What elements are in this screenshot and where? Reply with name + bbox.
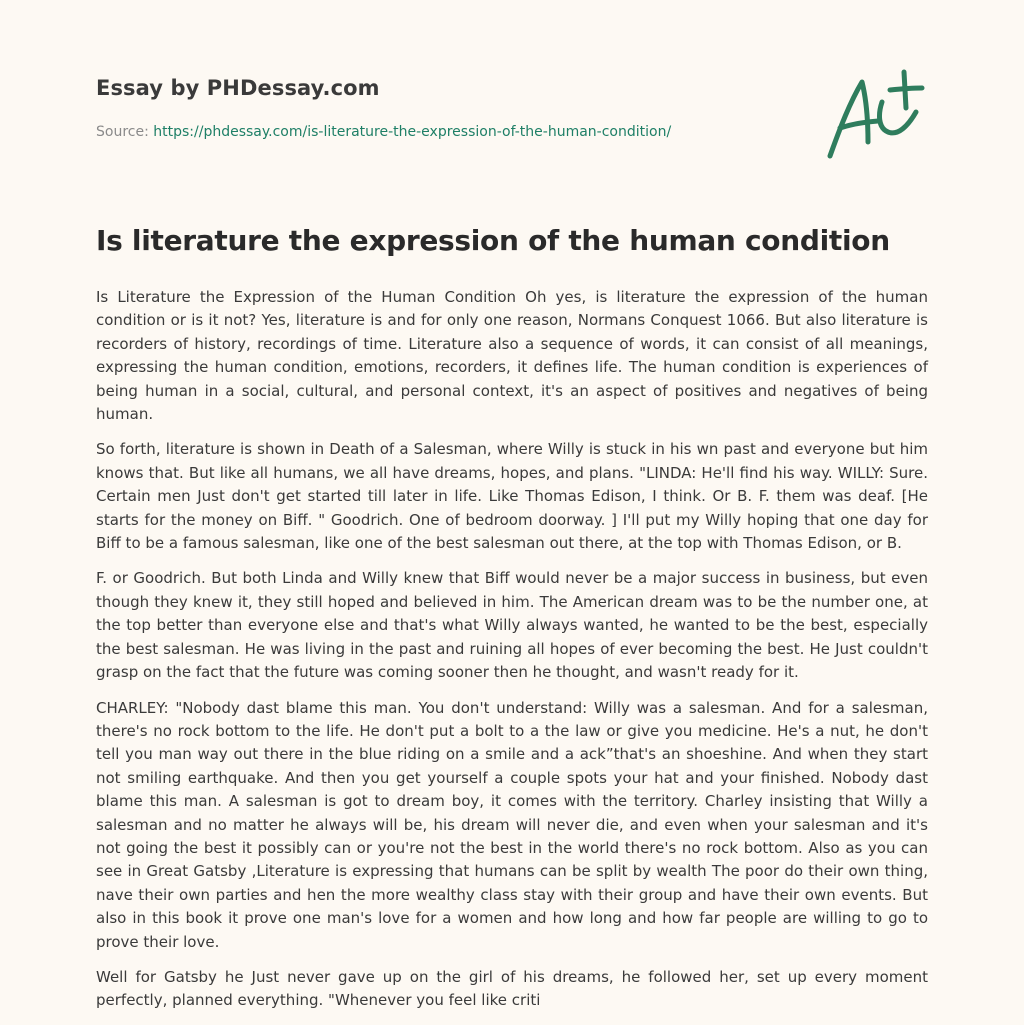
essay-paragraph: So forth, literature is shown in Death of a Salesman, where Willy is stuck in his wn past and everyone but him knows that. But like all humans, we all have dreams, hopes, and plans. "LINDA: He'll find his way. WILLY: Sure. Certain men Just don't get started till later in life. Like Thomas Edison, I think. Or B. F. them was deaf. [He starts for the money on Biff. " Goodrich. One of bedroom doorway. ] I'll put my Willy hoping that one day for Biff to be a famous salesman, like one of the best salesman out there, at the top with Thomas Edison, or B. [96,440,928,553]
essay-paragraph: F. or Goodrich. But both Linda and Willy knew that Biff would never be a major success in business, but even though they knew it, they still hoped and believed in him. The American dream was to be the number one, at the top better than everyone else and that's what Willy always wanted, he wanted to be the best, especially the best salesman. He was living in the past and ruining all hopes of ever becoming the best. He Just couldn't grasp on the fact that the future was coming sooner then he thought, and wasn't ready for it. [96,569,928,682]
essay-paragraph: Well for Gatsby he Just never gave up on the girl of his dreams, he followed her, set up every moment perfectly, planned everything. "Whenever you feel like criti [96,967,928,1010]
source-line [96,124,671,140]
source-label: Source: [96,124,154,140]
essay-paragraph: CHARLEY: "Nobody dast blame this man. You don't understand: Willy was a salesman. And for a salesman, there's no rock bottom to the life. He don't put a bolt to a the law or give you medicine. He's a nut, he don't tell you man way out there in the blue riding on a smile and a ack”that's an shoeshine. And when they start not smiling earthquake. And then you get yourself a couple spots your hat and your finished. Nobody dast blame this man. A salesman is got to dream boy, it comes with the territory. Charley insisting that Willy a salesman and no matter he always will be, his dream will never die, and even when your salesman and it's not going the best it possibly can or you're not the best in the world there's no rock bottom. Also as you can see in Great Gatsby ,Literature is expressing that humans can be split by wealth The poor do their own thing, nave their own parties and hen the more wealthy class stay with their group and have their own events. But also in this book it prove one man's love for a women and how long and how far people are willing to go to prove their love. [96,698,928,951]
essay-title: Is literature the expression of the human condition [96,224,890,257]
site-brand: Essay by PHDessay.com [96,76,380,100]
essay-paragraph: Is Literature the Expression of the Human Condition Oh yes, is literature the expression of the human condition or is it not? Yes, literature is and for only one reason, Normans Conquest 1066. But also literature is recorders of history, recordings of time. Literature also a sequence of words, it can consist of all meanings, expressing the human condition, emotions, recorders, it defines life. The human condition is experiences of being human in a social, cultural, and personal context, it's an aspect of positives and negatives of being human. [96,288,928,424]
source-link[interactable]: https://phdessay.com/is-literature-the-expression-of-the-human-condition/ [153,124,672,140]
a-plus-grade-icon [822,68,928,162]
essay-body [96,286,928,1025]
